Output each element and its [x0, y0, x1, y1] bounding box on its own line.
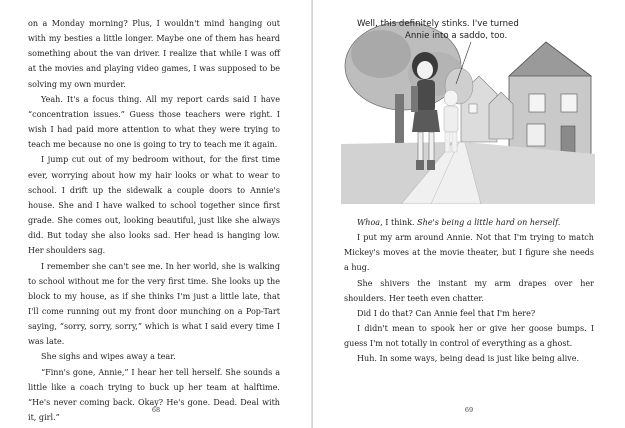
paragraph: “Finn's gone, Annie,” I hear her tell herself. She sounds a little like a coach trying to buck up her team at halftime. “He's never coming back. Okay? He's gone. Dead. Deal with it, girl.” [28, 367, 280, 423]
page-number: 68 [151, 406, 161, 414]
paragraph [344, 215, 594, 230]
italic-text: She's being a little hard on herself. [417, 218, 561, 227]
paragraph: Did I do that? Can Annie feel that I'm here? [357, 308, 536, 318]
paragraph: Yeah. It's a focus thing. All my report cards said I have “concentration issues.” Guess those teachers were right. I wish I had paid more attention to what they were trying to teach me because no one is going to try to teach me it again. [28, 94, 280, 150]
paragraph: I remember she can't see me. In her world, she is walking to school without me for the very first time. She looks up the block to my house, as if she thinks I'm just a little late, that I'll come running out my front door munching on a Pop-Tart saying, “sorry, sorry, sorry,” which is what I said every time I was late. [28, 261, 280, 347]
paragraph: She sighs and wipes away a tear. [41, 352, 176, 362]
page-number: 69 [464, 406, 474, 414]
paragraph: I didn't mean to spook her or give her goose bumps. I guess I'm not totally in control of everything as a ghost. [344, 324, 594, 349]
illustration-drawing [341, 14, 595, 204]
paragraph: I jump cut out of my bedroom without, for the first time ever, worrying about how my hair looks or what to wear to school. I drift up the sidewalk a couple doors to Annie's house. She and I have walked to school together since first grade. She comes out, looking beautiful, just like she always did. But today she also looks sad. Her head is hanging low. Her shoulders sag. [28, 155, 280, 256]
left-page-text [28, 16, 280, 425]
paragraph: She shivers the instant my arm drapes over her shoulders. Her teeth even chatter. [344, 278, 594, 303]
plain-text: , I think. [380, 218, 418, 227]
italic-text: Whoa [357, 218, 381, 227]
illustration [341, 14, 595, 204]
illustration-caption-line-1: Well, this definitely stinks. I've turned [357, 19, 519, 29]
left-page [0, 0, 312, 428]
right-page-text [344, 215, 594, 367]
right-page [313, 0, 625, 428]
paragraph: on a Monday morning? Plus, I wouldn't mind hanging out with my besties a little longer. Maybe one of them has heard something about the van driver. I realize that while I was off at the movies and playing video games, I was supposed to be solving my own murder. [28, 19, 280, 89]
paragraph: Huh. In some ways, being dead is just like being alive. [357, 354, 580, 364]
paragraph: I put my arm around Annie. Not that I'm trying to match Mickey's moves at the movie theater, but I figure she needs a hug. [344, 233, 594, 273]
illustration-caption-line-2: Annie into a saddo, too. [405, 31, 508, 41]
